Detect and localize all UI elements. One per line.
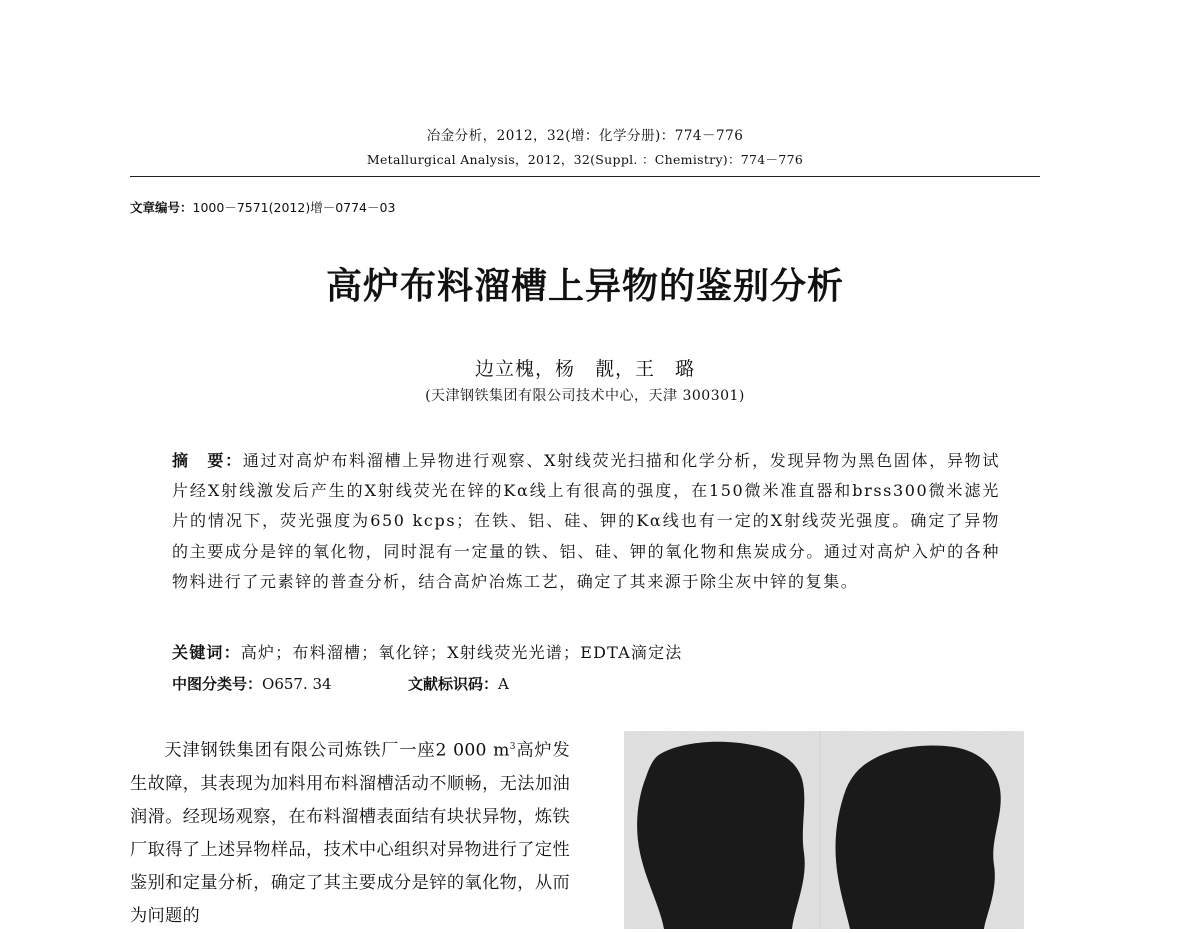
abstract-text: 通过对高炉布料溜槽上异物进行观察、X射线荧光扫描和化学分析，发现异物为黑色固体，异物试片经X射线激发后产生的X射线荧光在锌的Kα线上有很高的强度，在150微米准直器和brss300微米滤光片的情况下，荧光强度为650 kcps；在铁、铝、硅、钾的Kα线也有一定的X射线荧光强度。确定了异物的主要成分是锌的氧化物，同时混有一定量的铁、铝、硅、钾的氧化物和焦炭成分。通过对高炉入炉的各种物料进行了元素锌的普查分析，结合高炉冶炼工艺，确定了其来源于除尘灰中锌的复集。 xyxy=(172,451,1000,591)
right-sample xyxy=(835,746,1000,929)
keywords-label: 关键词： xyxy=(172,643,241,662)
document-code xyxy=(408,673,509,694)
body-text-start: 天津钢铁集团有限公司炼铁厂一座2 000 m xyxy=(164,740,510,761)
article-number-label: 文章编号： xyxy=(130,200,193,215)
sample-photo xyxy=(624,731,1024,929)
superscript-cubic: 3 xyxy=(509,742,516,752)
keywords-text: 高炉；布料溜槽；氧化锌；X射线荧光光谱；EDTA滴定法 xyxy=(240,643,683,662)
paper-title: 高炉布料溜槽上异物的鉴别分析 xyxy=(325,266,844,307)
article-number xyxy=(130,198,395,216)
clc-value: O657. 34 xyxy=(262,675,332,693)
classification-line xyxy=(172,673,1000,694)
body-text-rest: 高炉发生故障，其表现为加料用布料溜槽活动不顺畅，无法加油润滑。经现场观察，在布料溜槽表面结有块状异物，炼铁厂取得了上述异物样品，技术中心组织对异物进行了定性鉴别和定量分析，确定了其主要成分是锌的氧化物，从而为问题的 xyxy=(130,740,570,926)
journal-citation-cn: 冶金分析，2012，32(增：化学分册)：774－776 xyxy=(426,128,744,144)
abstract-label: 摘 要： xyxy=(172,451,243,470)
abstract xyxy=(172,446,1000,597)
authors: 边立槐，杨 靓，王 璐 xyxy=(474,358,695,380)
article-number-value: 1000－7571(2012)增－0774－03 xyxy=(192,200,396,215)
document-code-value: A xyxy=(498,675,509,693)
clc-label: 中图分类号： xyxy=(172,675,263,693)
header-rule xyxy=(130,176,1040,177)
body-paragraph xyxy=(130,731,570,933)
keywords xyxy=(172,640,1000,663)
affiliation: (天津钢铁集团有限公司技术中心，天津 300301) xyxy=(425,388,745,404)
left-sample xyxy=(637,742,805,929)
document-code-label: 文献标识码： xyxy=(408,675,499,693)
sample-photo-graphic xyxy=(624,731,1024,929)
journal-citation-en: Metallurgical Analysis，2012，32(Suppl. ：Chemistry)：774－776 xyxy=(366,152,804,167)
